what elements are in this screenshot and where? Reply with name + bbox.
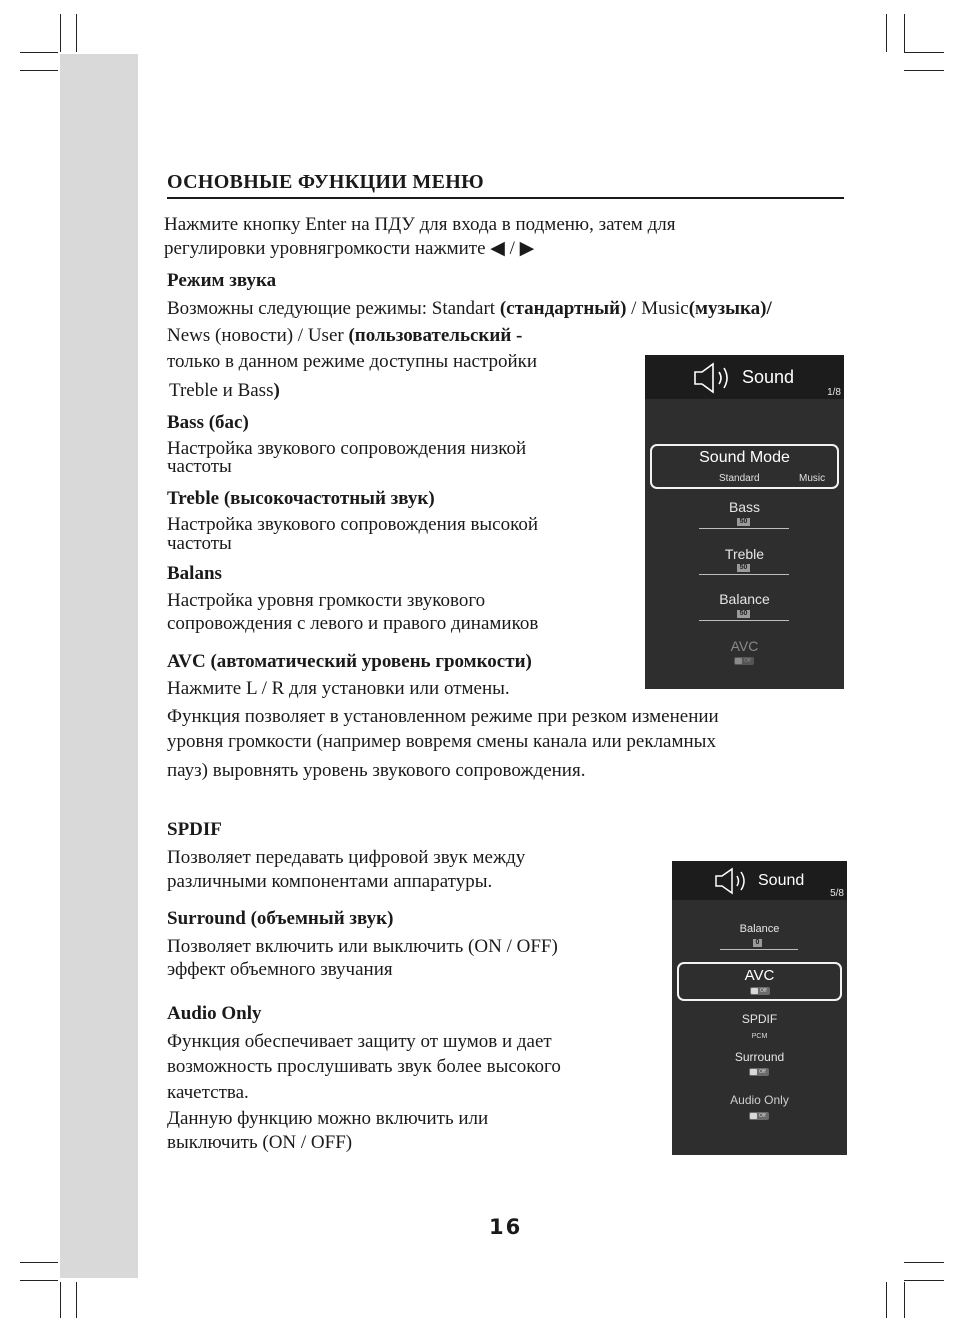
toggle-state: Off: [744, 658, 751, 664]
crop-mark: [76, 1282, 77, 1318]
sound-menu-title: Sound: [758, 872, 805, 889]
treble-text: частоты: [167, 533, 232, 554]
crop-mark: [904, 1282, 905, 1318]
text-segment: (пользовательский -: [348, 325, 523, 346]
bass-text: Настройка звукового сопровождения низкой: [167, 438, 527, 459]
text-segment: ): [273, 380, 280, 401]
audio-only-text: выключить (ON / OFF): [167, 1132, 353, 1153]
balance-slider[interactable]: [699, 620, 789, 621]
page-title: ОСНОВНЫЕ ФУНКЦИИ МЕНЮ: [167, 171, 484, 193]
toggle-state: Off: [759, 1113, 766, 1119]
treble-text: Настройка звукового сопровождения высокой: [167, 514, 539, 535]
crop-mark: [904, 14, 905, 52]
surround-text: эффект объемного звучания: [167, 959, 393, 980]
surround-item[interactable]: Surround: [734, 1050, 785, 1064]
crop-mark: [20, 70, 58, 71]
toggle-state: Off: [760, 988, 767, 994]
text-segment: Возможны следующие режимы: Standart: [167, 298, 500, 319]
crop-mark: [60, 1282, 61, 1318]
menu-page-indicator: 1/8: [827, 387, 841, 398]
sound-menu-screen-1: [645, 355, 844, 689]
avc-toggle[interactable]: [734, 657, 754, 665]
spdif-item[interactable]: SPDIF: [741, 1012, 778, 1026]
speaker-icon: [692, 361, 742, 395]
crop-mark: [76, 14, 77, 52]
spdif-value: PCM: [751, 1033, 768, 1040]
crop-mark: [20, 52, 58, 53]
sound-mode-item[interactable]: [650, 444, 839, 489]
balans-text: Настройка уровня громкости звукового: [167, 590, 486, 611]
sound-mode-line-3: только в данном режиме доступны настройки: [167, 351, 538, 372]
text-segment: /: [766, 298, 772, 319]
crop-mark: [20, 1262, 58, 1263]
side-band: [60, 54, 138, 1278]
intro-line: Нажмите кнопку Enter на ПДУ для входа в подменю, затем для: [164, 214, 676, 235]
toggle-state: Off: [759, 1069, 766, 1075]
sound-mode-line-2: [167, 325, 522, 347]
spdif-text: Позволяет передавать цифровой звук между: [167, 847, 526, 868]
intro-line: регулировки уровнягромкости нажмите ◀ / ▶: [164, 238, 535, 259]
crop-mark: [20, 1280, 58, 1281]
sound-menu-title: Sound: [742, 367, 795, 387]
crop-mark: [904, 52, 944, 53]
avc-toggle[interactable]: [750, 987, 770, 995]
balans-text: сопровождения с левого и правого динамиков: [167, 613, 539, 634]
bass-value: 50: [737, 518, 750, 526]
surround-toggle[interactable]: [749, 1068, 769, 1076]
audio-only-item[interactable]: Audio Only: [730, 1093, 789, 1107]
toggle-knob: [751, 988, 758, 994]
avc-heading: AVC (автоматический уровень громкости): [167, 651, 532, 672]
treble-value: 50: [737, 564, 750, 572]
avc-item[interactable]: AVC: [730, 638, 759, 654]
menu-page-indicator: 5/8: [830, 888, 844, 899]
text-segment: Treble и Bass: [169, 380, 274, 401]
spdif-heading: SPDIF: [167, 819, 222, 840]
balance-value: 50: [737, 610, 750, 618]
sound-menu-header: [645, 355, 844, 399]
balance-item[interactable]: Balance: [719, 591, 770, 607]
sound-mode-label: Sound Mode: [699, 449, 790, 466]
sound-mode-option-left: Standard: [719, 473, 760, 484]
avc-label: AVC: [744, 967, 775, 984]
audio-only-text: Данную функцию можно включить или: [167, 1108, 489, 1129]
balance-slider[interactable]: [720, 949, 798, 950]
speaker-icon: [713, 866, 757, 896]
text-segment: (музыка): [688, 298, 767, 319]
sound-menu-screen-2: [672, 861, 847, 1155]
text-segment: / Music: [626, 298, 689, 319]
balance-value: 0: [753, 939, 762, 947]
text-segment: News (новости) / User: [167, 325, 349, 346]
audio-only-toggle[interactable]: [749, 1112, 769, 1120]
crop-mark: [886, 1282, 887, 1318]
surround-heading: Surround (объемный звук): [167, 908, 394, 929]
avc-text: Нажмите L / R для установки или отмены.: [167, 678, 510, 699]
sound-mode-heading: Режим звука: [167, 270, 277, 291]
toggle-knob: [735, 658, 742, 664]
audio-only-text: возможность прослушивать звук более высокого: [167, 1056, 561, 1077]
balance-item[interactable]: Balance: [739, 923, 780, 935]
bass-text: частоты: [167, 456, 232, 477]
bass-heading: Bass (бас): [167, 412, 249, 433]
sound-mode-line-4: [169, 380, 280, 402]
treble-slider[interactable]: [699, 574, 789, 575]
avc-text: уровня громкости (например вовремя смены канала или рекламных: [167, 731, 716, 752]
sound-mode-option-right: Music: [799, 473, 826, 484]
page-number: 16: [489, 1215, 523, 1239]
surround-text: Позволяет включить или выключить (ON / OFF): [167, 936, 558, 957]
toggle-knob: [750, 1069, 757, 1075]
bass-item[interactable]: Bass: [728, 499, 761, 515]
text-segment: (стандартный): [499, 298, 627, 319]
crop-mark: [60, 14, 61, 52]
bass-slider[interactable]: [699, 528, 789, 529]
crop-mark: [904, 1262, 944, 1263]
avc-item[interactable]: [677, 962, 842, 1001]
sound-menu-header: [672, 861, 847, 900]
title-rule: [167, 197, 844, 199]
audio-only-text: Функция обеспечивает защиту от шумов и дает: [167, 1031, 552, 1052]
audio-only-heading: Audio Only: [167, 1003, 262, 1024]
treble-item[interactable]: Treble: [724, 546, 765, 562]
toggle-knob: [750, 1113, 757, 1119]
avc-text: Функция позволяет в установленном режиме при резком изменении: [167, 706, 719, 727]
crop-mark: [904, 70, 944, 71]
spdif-text: различными компонентами аппаратуры.: [167, 871, 493, 892]
treble-heading: Treble (высокочастотный звук): [167, 488, 435, 509]
balans-heading: Balans: [167, 563, 222, 584]
crop-mark: [886, 14, 887, 52]
avc-text: пауз) выровнять уровень звукового сопровождения.: [167, 760, 586, 781]
audio-only-text: качетства.: [167, 1082, 249, 1103]
crop-mark: [904, 1280, 944, 1281]
sound-mode-line-1: [167, 298, 772, 320]
